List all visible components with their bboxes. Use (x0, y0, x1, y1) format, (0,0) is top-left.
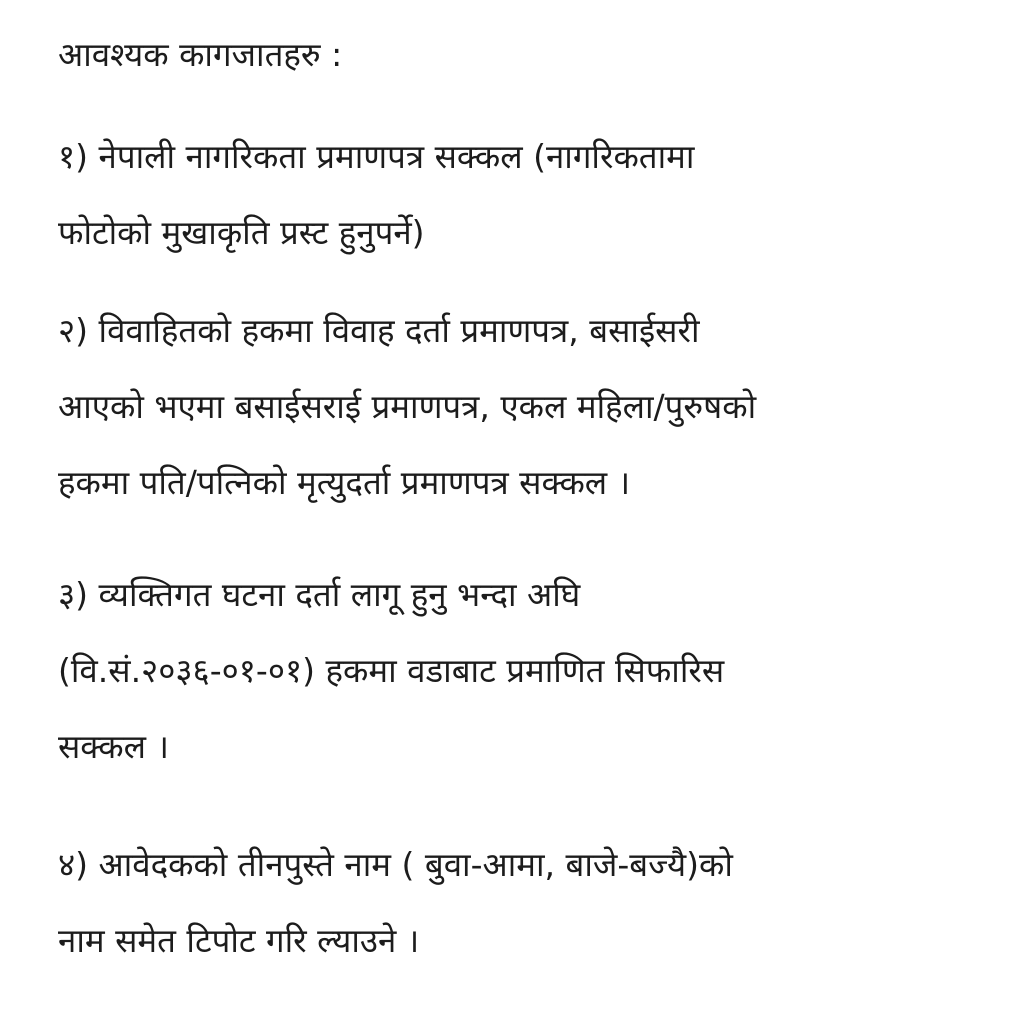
document-item-line: २) विवाहितको हकमा विवाह दर्ता प्रमाणपत्र, बसाईसरी (58, 311, 700, 350)
document-item-line: सक्कल । (58, 727, 170, 766)
document-item-line: १) नेपाली नागरिकता प्रमाणपत्र सक्कल (नागरिकतामा (58, 137, 695, 176)
document-item-line: फोटोको मुखाकृति प्रस्ट हुनुपर्ने) (58, 213, 425, 252)
document-item-1 (58, 119, 988, 271)
document-body (58, 22, 988, 979)
document-item-2 (58, 293, 988, 521)
document-item-3 (58, 557, 988, 785)
document-item-line: हकमा पति/पत्निको मृत्युदर्ता प्रमाणपत्र सक्कल । (58, 463, 631, 502)
document-item-line: नाम समेत टिपोट गरि ल्याउने । (58, 921, 420, 960)
document-item-line: ४) आवेदकको तीनपुस्ते नाम ( बुवा-आमा, बाजे-बज्यै)को (58, 845, 733, 884)
document-heading: आवश्यक कागजातहरु : (58, 35, 343, 74)
document-item-line: ३) व्यक्तिगत घटना दर्ता लागू हुनु भन्दा अघि (58, 575, 581, 614)
document-item-line: आएको भएमा बसाईसराई प्रमाणपत्र, एकल महिला/पुरुषको (58, 387, 757, 426)
document-item-line: (वि.सं.२०३६-०१-०१) हकमा वडाबाट प्रमाणित सिफारिस (58, 651, 725, 690)
document-item-4 (58, 827, 988, 979)
